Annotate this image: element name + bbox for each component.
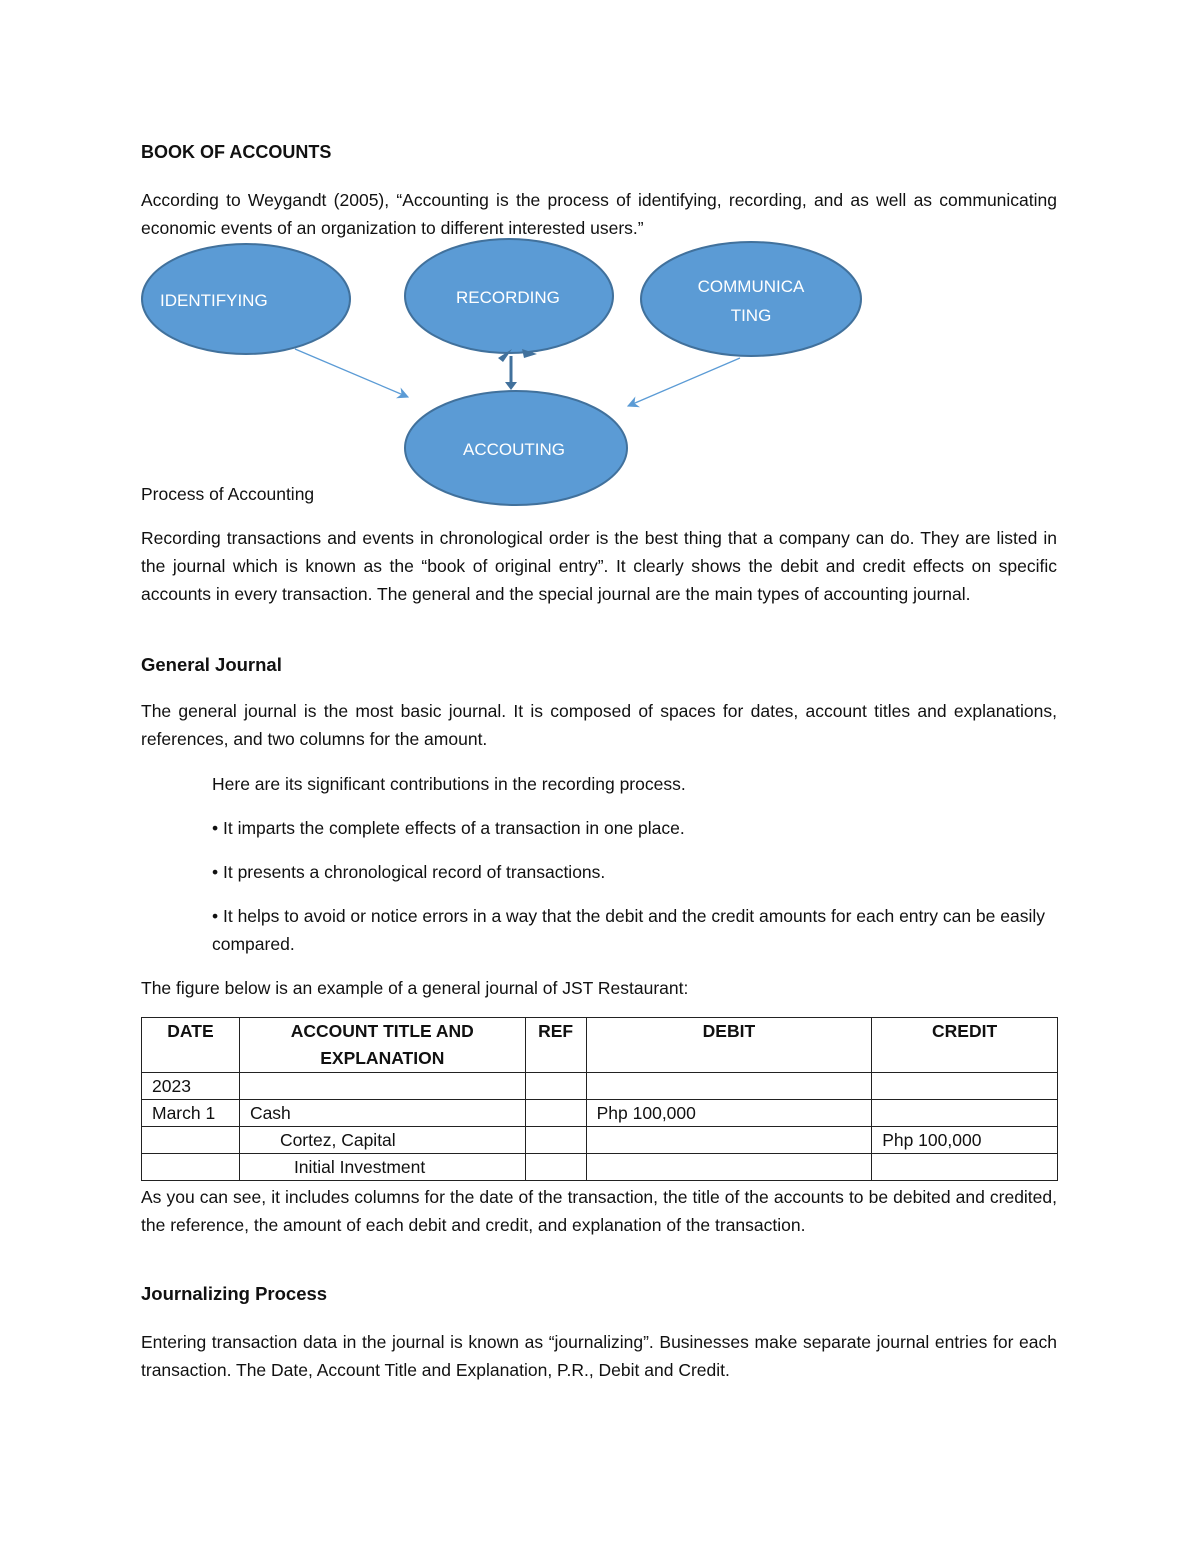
journalizing-heading: Journalizing Process	[141, 1283, 328, 1304]
recording-paragraph: Recording transactions and events in chronological order is the best thing that a company can do. They are listed in the journal which is known as the “book of original entry”. It clearly shows the debit and credit effects on specific accounts in every transaction. The general and the special journal are the main types of accounting journal.	[141, 528, 1057, 604]
table-row	[142, 1100, 1058, 1127]
table-cell	[142, 1127, 240, 1154]
bullet-item: • It presents a chronological record of transactions.	[212, 862, 606, 882]
communicating-node	[641, 242, 861, 356]
document-title: BOOK OF ACCOUNTS	[141, 142, 332, 162]
bullet-item: • It helps to avoid or notice errors in a way that the debit and the credit amounts for each entry can be easily compared.	[212, 906, 1045, 954]
table-explanation: As you can see, it includes columns for the date of the transaction, the title of the accounts to be debited and credited, the reference, the amount of each debit and credit, and explanation of the transaction.	[141, 1187, 1057, 1235]
table-cell	[239, 1073, 525, 1100]
table-row	[142, 1127, 1058, 1154]
header-debit: DEBIT	[586, 1018, 872, 1073]
general-journal-table	[141, 1017, 1058, 1181]
arrow-accounting-head	[505, 382, 517, 390]
table-cell	[525, 1154, 586, 1181]
table-cell	[142, 1154, 240, 1181]
identifying-label: IDENTIFYING	[160, 291, 268, 310]
table-cell: Initial Investment	[239, 1154, 525, 1181]
table-cell	[586, 1073, 872, 1100]
figure-intro: The figure below is an example of a general journal of JST Restaurant:	[141, 978, 689, 998]
communicating-label-line2: TING	[730, 306, 772, 325]
recording-label: RECORDING	[456, 288, 560, 307]
table-row	[142, 1073, 1058, 1100]
table-cell: March 1	[142, 1100, 240, 1127]
table-cell	[872, 1073, 1058, 1100]
table-cell: Cash	[239, 1100, 525, 1127]
table-cell	[525, 1127, 586, 1154]
contributions-intro: Here are its significant contributions in the recording process.	[212, 774, 686, 794]
table-cell	[525, 1073, 586, 1100]
table-cell	[586, 1127, 872, 1154]
table-cell	[525, 1100, 586, 1127]
header-date: DATE	[142, 1018, 240, 1073]
journalizing-paragraph: Entering transaction data in the journal is known as “journalizing”. Businesses make separate journal entries for each transaction. The Date, Account Title and Explanation, P.R., Debit and Credit.	[141, 1332, 1057, 1380]
accounting-process-diagram	[0, 0, 1200, 520]
table-cell	[872, 1154, 1058, 1181]
diagram-caption: Process of Accounting	[141, 484, 315, 504]
communicating-label-line1: COMMUNICA	[697, 277, 805, 296]
arrow-communicating-to-accounting	[628, 358, 740, 406]
table-header-row	[142, 1018, 1058, 1073]
accounting-label: ACCOUTING	[463, 440, 565, 459]
header-account-title: ACCOUNT TITLE AND EXPLANATION	[239, 1018, 525, 1073]
bullet-item: • It imparts the complete effects of a transaction in one place.	[212, 818, 685, 838]
table-row	[142, 1154, 1058, 1181]
header-credit: CREDIT	[872, 1018, 1058, 1073]
header-ref: REF	[525, 1018, 586, 1073]
arrow-identifying-to-accounting	[295, 349, 408, 397]
table-cell: Php 100,000	[872, 1127, 1058, 1154]
table-cell: Php 100,000	[586, 1100, 872, 1127]
table-cell: Cortez, Capital	[239, 1127, 525, 1154]
table-cell	[872, 1100, 1058, 1127]
table-cell: 2023	[142, 1073, 240, 1100]
general-journal-paragraph: The general journal is the most basic journal. It is composed of spaces for dates, account titles and explanations, references, and two columns for the amount.	[141, 701, 1057, 749]
table-cell	[586, 1154, 872, 1181]
general-journal-heading: General Journal	[141, 654, 282, 675]
intro-paragraph: According to Weygandt (2005), “Accounting is the process of identifying, recording, and as well as communicating economic events of an organization to different interested users.”	[141, 190, 1057, 238]
